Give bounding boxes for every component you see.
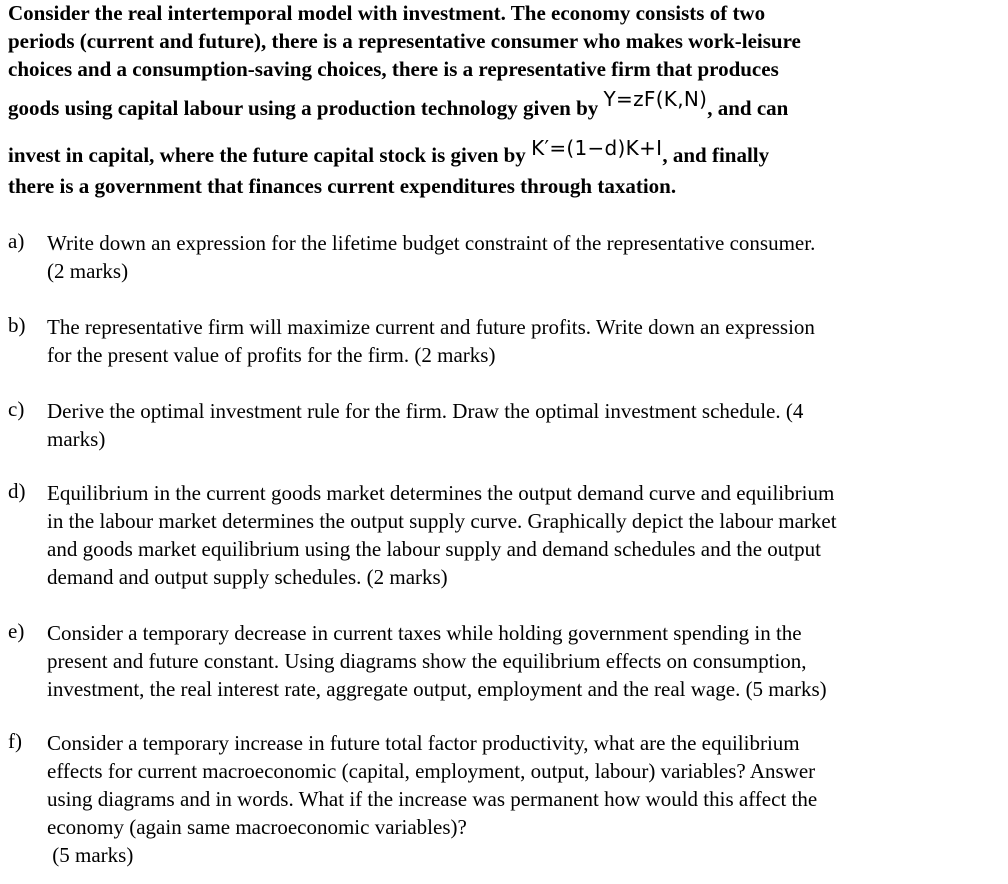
intro-line-2: periods (current and future), there is a representative consumer who makes work-leisure [8,29,801,53]
question-line: Equilibrium in the current goods market determines the output demand curve and equilibrium [47,481,835,505]
question-text [47,397,997,453]
intro-line-1: Consider the real intertemporal model with investment. The economy consists of two [8,1,766,25]
question-label: c) [8,397,25,421]
capital-equation: K′=(1−d)K+I [531,136,663,160]
intro-line-4-tail: , and can [707,96,789,120]
intro-line-3: choices and a consumption-saving choices, there is a representative firm that produces [8,57,779,81]
question-line: Consider a temporary decrease in current taxes while holding government spending in the [47,621,802,645]
question-line: Derive the optimal investment rule for the firm. Draw the optimal investment schedule. (4 [47,399,804,423]
question-label: e) [8,619,25,643]
question-line: effects for current macroeconomic (capital, employment, output, labour) variables? Answer [47,759,816,783]
question-line: Write down an expression for the lifetime budget constraint of the representative consumer. [47,231,816,255]
intro-line-6: there is a government that finances current expenditures through taxation. [8,174,677,198]
question-text [47,229,997,285]
intro-line-5-tail: , and finally [662,143,770,167]
question-line: in the labour market determines the output supply curve. Graphically depict the labour market [47,509,837,533]
question-label: a) [8,229,25,253]
question-label: b) [8,313,26,337]
question-line: (2 marks) [47,259,129,283]
question-text [47,729,997,869]
intro-line-4 [8,87,789,121]
question-line: economy (again same macroeconomic variables)? [47,815,467,839]
intro-line-4-text: goods using capital labour using a production technology given by [8,96,604,120]
question-line: Consider a temporary increase in future total factor productivity, what are the equilibrium [47,731,800,755]
question-line: and goods market equilibrium using the labour supply and demand schedules and the output [47,537,821,561]
production-equation: Y=zF(K,N) [603,87,708,111]
question-line: investment, the real interest rate, aggregate output, employment and the real wage. (5 marks) [47,677,827,701]
question-line: marks) [47,427,106,451]
question-line: The representative firm will maximize current and future profits. Write down an expression [47,315,815,339]
question-line: demand and output supply schedules. (2 marks) [47,565,448,589]
question-text [47,479,997,591]
question-text [47,313,997,369]
intro-line-5-text: invest in capital, where the future capital stock is given by [8,143,532,167]
question-label: f) [8,729,22,753]
question-line: using diagrams and in words. What if the increase was permanent how would this affect the [47,787,818,811]
question-text [47,619,997,703]
question-label: d) [8,479,26,503]
question-line: present and future constant. Using diagrams show the equilibrium effects on consumption, [47,649,807,673]
intro-line-5 [8,136,770,168]
question-line: (5 marks) [47,843,134,867]
question-line: for the present value of profits for the firm. (2 marks) [47,343,496,367]
